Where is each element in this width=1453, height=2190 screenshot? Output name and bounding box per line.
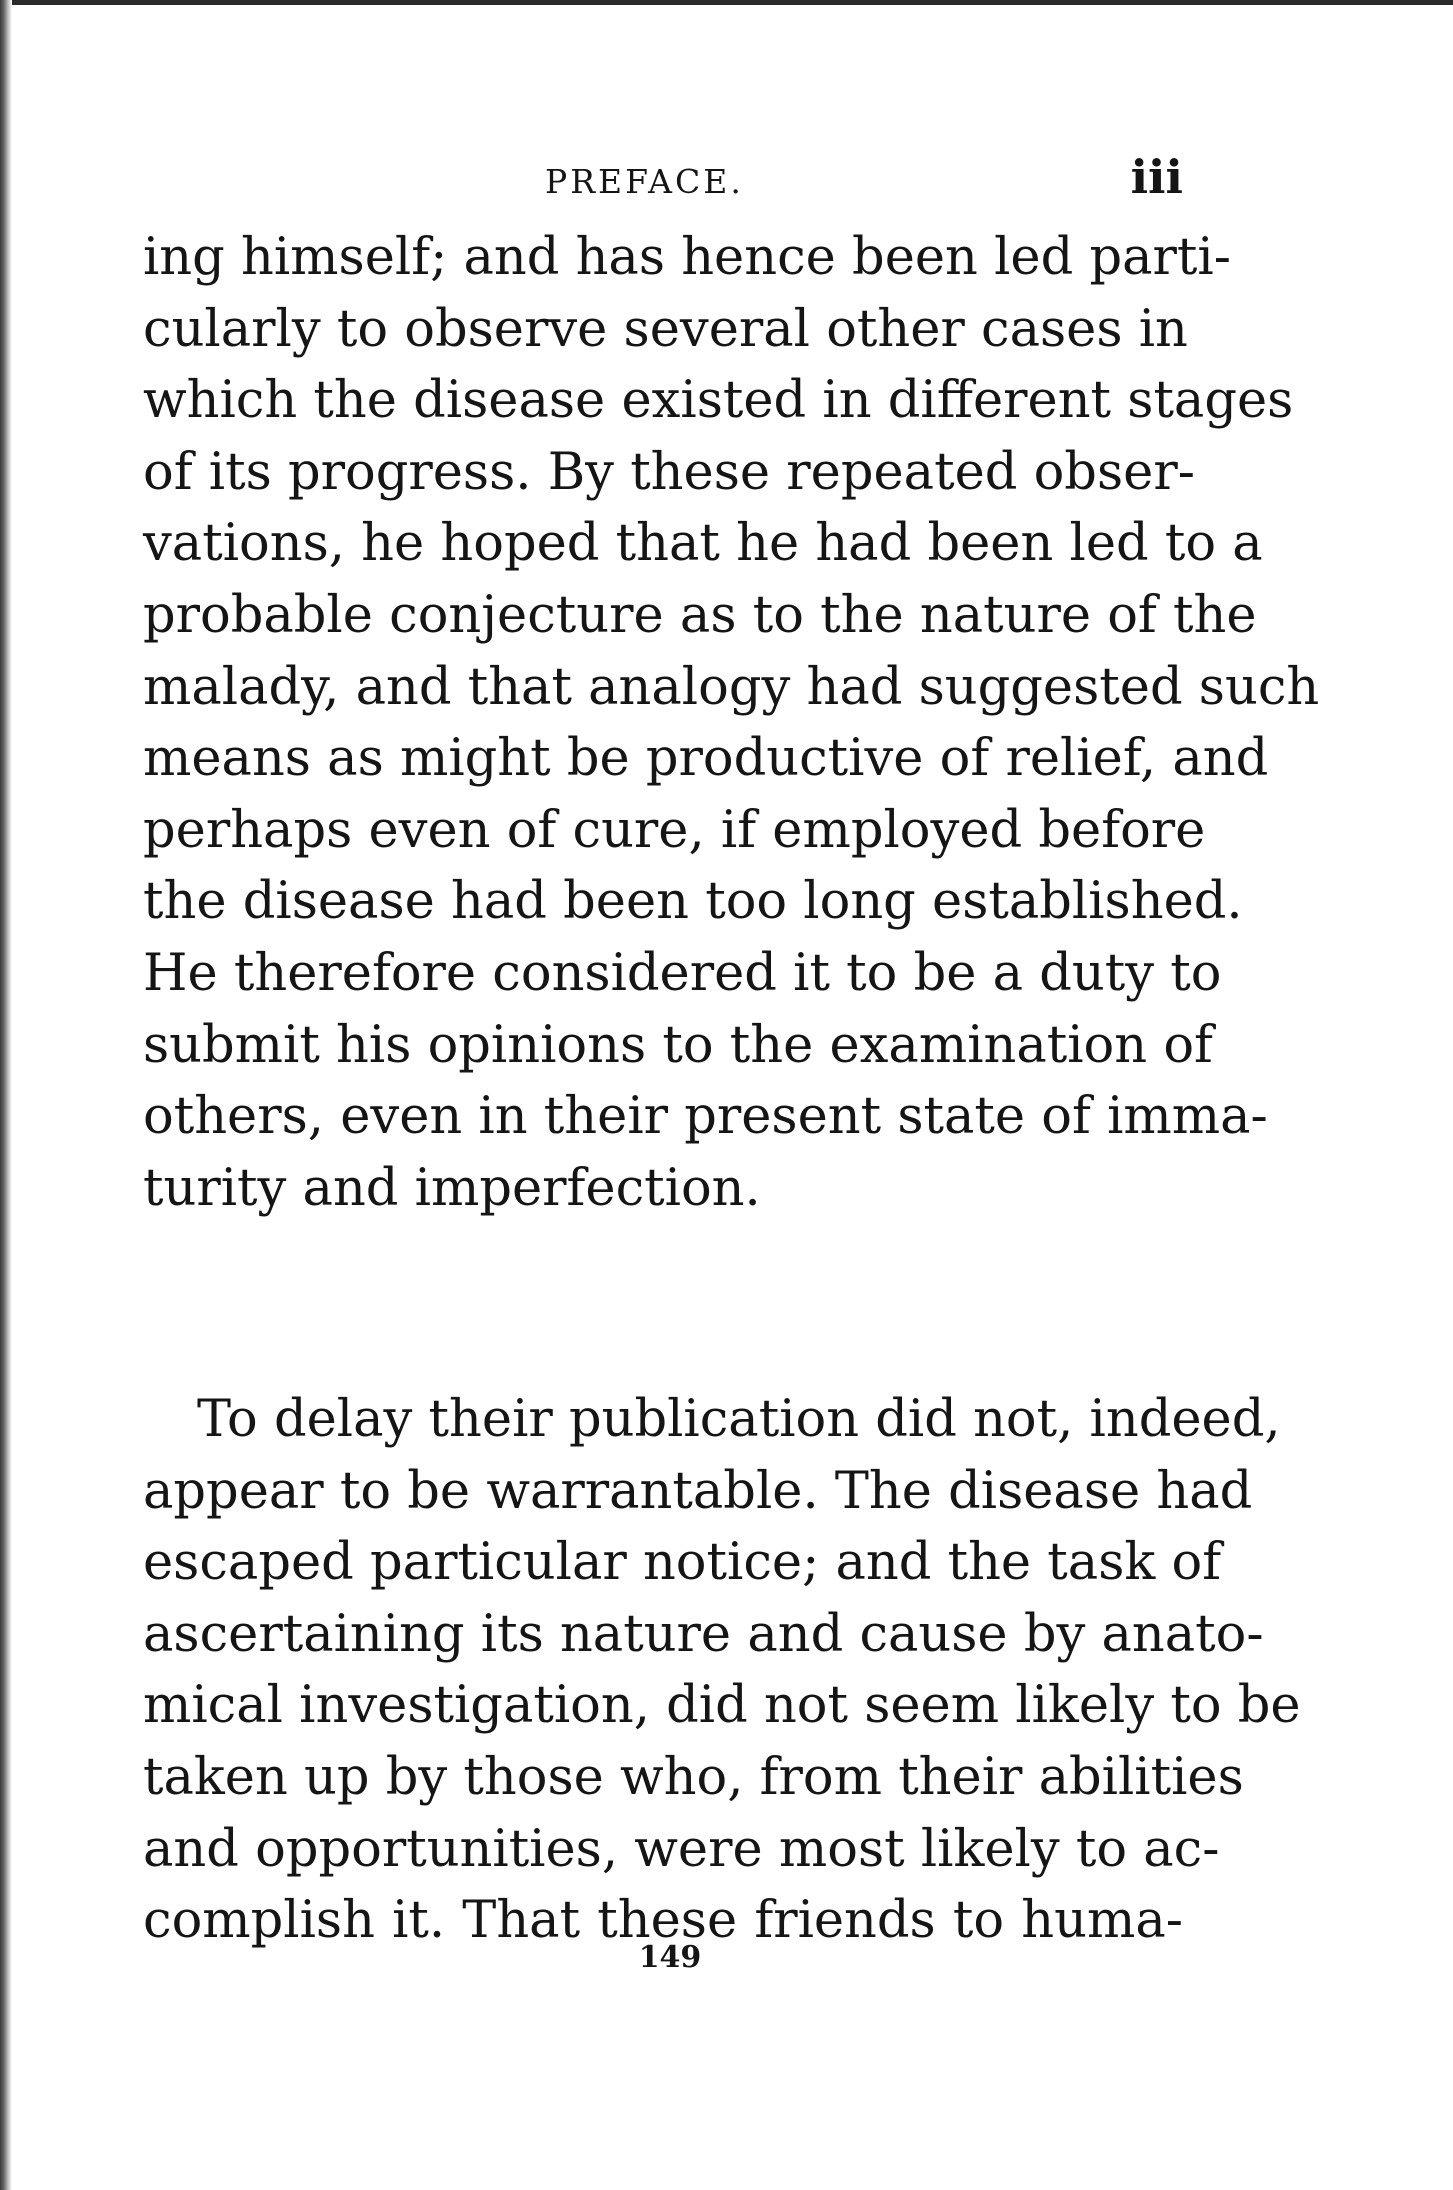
page-header bbox=[143, 152, 1183, 212]
paragraph-1 bbox=[143, 222, 1320, 1224]
running-head: PREFACE. bbox=[545, 162, 744, 201]
text-line: ascertaining its nature and cause by anato- bbox=[143, 1604, 1264, 1664]
binding-edge bbox=[0, 0, 12, 2190]
text-line: and opportunities, were most likely to ac- bbox=[143, 1819, 1220, 1879]
text-line: probable conjecture as to the nature of the bbox=[143, 585, 1257, 645]
text-line: of its progress. By these repeated obser- bbox=[143, 442, 1195, 502]
signature-mark: 149 bbox=[638, 1940, 702, 1975]
text-line: taken up by those who, from their abilities bbox=[143, 1747, 1244, 1807]
text-line: means as might be productive of relief, and bbox=[143, 729, 1269, 789]
text-line: turity and imperfection. bbox=[143, 1158, 761, 1218]
text-line: escaped particular notice; and the task of bbox=[143, 1533, 1222, 1593]
text-line: the disease had been too long established. bbox=[143, 872, 1243, 932]
text-line: ing himself; and has hence been led parti- bbox=[143, 228, 1231, 287]
text-line: which the disease existed in different stages bbox=[143, 371, 1294, 431]
paragraph-2 bbox=[143, 1384, 1301, 1957]
text-line: appear to be warrantable. The disease had bbox=[143, 1461, 1253, 1521]
page-number: iii bbox=[1130, 150, 1183, 204]
text-line: He therefore considered it to be a duty to bbox=[143, 943, 1222, 1003]
text-line: vations, he hoped that he had been led to a bbox=[143, 514, 1263, 574]
text-line: cularly to observe several other cases in bbox=[143, 299, 1188, 359]
text-line: others, even in their present state of imma- bbox=[143, 1087, 1268, 1147]
page-top-rule bbox=[0, 0, 1453, 5]
text-line: complish it. That these friends to huma- bbox=[143, 1891, 1183, 1951]
text-line: malady, and that analogy had suggested such bbox=[143, 657, 1320, 717]
text-line: To delay their publication did not, indeed, bbox=[197, 1390, 1281, 1449]
text-line: perhaps even of cure, if employed before bbox=[143, 800, 1206, 860]
text-line: submit his opinions to the examination of bbox=[143, 1015, 1213, 1075]
text-line: mical investigation, did not seem likely to be bbox=[143, 1676, 1301, 1736]
